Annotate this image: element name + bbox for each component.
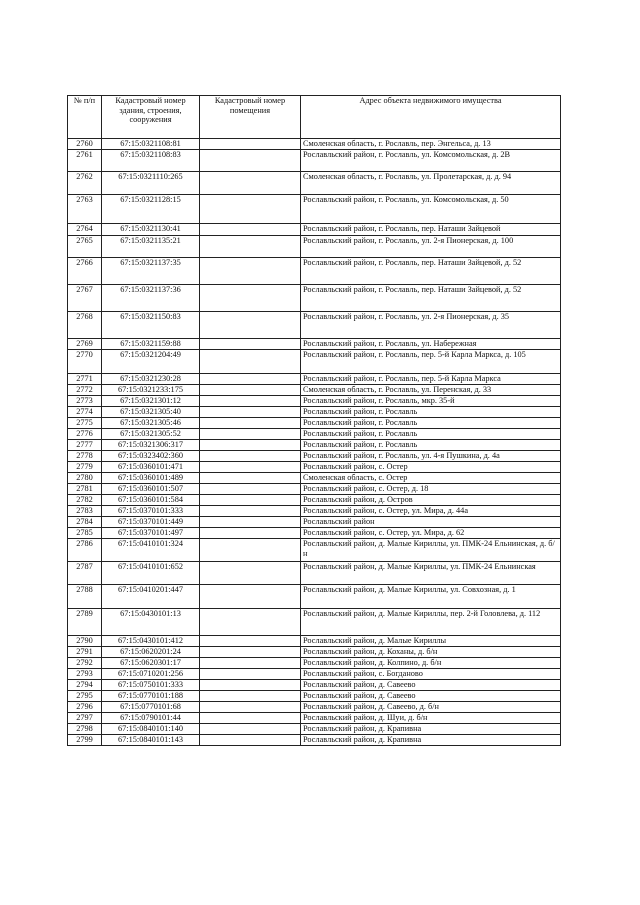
row-number: 2797 <box>68 713 102 724</box>
row-number: 2767 <box>68 285 102 312</box>
table-row <box>68 429 561 440</box>
room-cadastral-number <box>200 636 301 647</box>
row-number: 2761 <box>68 150 102 172</box>
building-cadastral-number: 67:15:0770101:188 <box>102 691 200 702</box>
room-cadastral-number <box>200 172 301 195</box>
object-address: Рославльский район, г. Рославль, пер. Наташи Зайцевой, д. 52 <box>301 285 561 312</box>
room-cadastral-number <box>200 702 301 713</box>
building-cadastral-number: 67:15:0840101:140 <box>102 724 200 735</box>
object-address: Рославльский район, д. Остров <box>301 495 561 506</box>
table-row <box>68 585 561 609</box>
room-cadastral-number <box>200 724 301 735</box>
row-number: 2766 <box>68 258 102 285</box>
row-number: 2786 <box>68 539 102 562</box>
object-address: Рославльский район, с. Остер <box>301 462 561 473</box>
table-row <box>68 539 561 562</box>
building-cadastral-number: 67:15:0321159:88 <box>102 339 200 350</box>
building-cadastral-number: 67:15:0321108:81 <box>102 139 200 150</box>
object-address: Рославльский район, д. Коханы, д. б/н <box>301 647 561 658</box>
table-row <box>68 658 561 669</box>
object-address: Рославльский район, г. Рославль, мкр. 35-й <box>301 396 561 407</box>
building-cadastral-number: 67:15:0321233:175 <box>102 385 200 396</box>
table-row <box>68 517 561 528</box>
building-cadastral-number: 67:15:0321150:83 <box>102 312 200 339</box>
building-cadastral-number: 67:15:0360101:471 <box>102 462 200 473</box>
building-cadastral-number: 67:15:0321108:83 <box>102 150 200 172</box>
table-row <box>68 396 561 407</box>
building-cadastral-number: 67:15:0770101:68 <box>102 702 200 713</box>
object-address: Рославльский район, д. Малые Кириллы, ул. ПМК-24 Ельнинская, д. б/н <box>301 539 561 562</box>
row-number: 2790 <box>68 636 102 647</box>
building-cadastral-number: 67:15:0321110:265 <box>102 172 200 195</box>
row-number: 2793 <box>68 669 102 680</box>
room-cadastral-number <box>200 484 301 495</box>
building-cadastral-number: 67:15:0360101:489 <box>102 473 200 484</box>
table-row <box>68 451 561 462</box>
object-address: Рославльский район, д. Крапивна <box>301 724 561 735</box>
object-address: Рославльский район, г. Рославль, ул. 4-я Пушкина, д. 4а <box>301 451 561 462</box>
table-row <box>68 285 561 312</box>
room-cadastral-number <box>200 539 301 562</box>
row-number: 2768 <box>68 312 102 339</box>
room-cadastral-number <box>200 735 301 746</box>
table-row <box>68 724 561 735</box>
row-number: 2778 <box>68 451 102 462</box>
building-cadastral-number: 67:15:0410201:447 <box>102 585 200 609</box>
table-row <box>68 680 561 691</box>
object-address: Рославльский район, д. Савеево <box>301 680 561 691</box>
building-cadastral-number: 67:15:0790101:44 <box>102 713 200 724</box>
table-row <box>68 691 561 702</box>
table-row <box>68 236 561 258</box>
table-row <box>68 385 561 396</box>
table-row <box>68 374 561 385</box>
table-row <box>68 735 561 746</box>
building-cadastral-number: 67:15:0370101:449 <box>102 517 200 528</box>
table-row <box>68 150 561 172</box>
object-address: Рославльский район, д. Шуи, д. б/н <box>301 713 561 724</box>
table-row <box>68 528 561 539</box>
building-cadastral-number: 67:15:0321135:21 <box>102 236 200 258</box>
table-header-row <box>68 96 561 139</box>
object-address: Смоленская область, с. Остер <box>301 473 561 484</box>
room-cadastral-number <box>200 150 301 172</box>
row-number: 2794 <box>68 680 102 691</box>
object-address: Рославльский район, д. Малые Кириллы, пер. 2-й Головлева, д. 112 <box>301 609 561 636</box>
row-number: 2764 <box>68 224 102 236</box>
room-cadastral-number <box>200 139 301 150</box>
property-table <box>67 95 561 746</box>
table-row <box>68 647 561 658</box>
building-cadastral-number: 67:15:0321305:40 <box>102 407 200 418</box>
row-number: 2779 <box>68 462 102 473</box>
room-cadastral-number <box>200 562 301 585</box>
room-cadastral-number <box>200 647 301 658</box>
room-cadastral-number <box>200 528 301 539</box>
building-cadastral-number: 67:15:0321230:28 <box>102 374 200 385</box>
building-cadastral-number: 67:15:0430101:13 <box>102 609 200 636</box>
building-cadastral-number: 67:15:0321130:41 <box>102 224 200 236</box>
row-number: 2785 <box>68 528 102 539</box>
room-cadastral-number <box>200 236 301 258</box>
row-number: 2789 <box>68 609 102 636</box>
row-number: 2765 <box>68 236 102 258</box>
building-cadastral-number: 67:15:0321305:46 <box>102 418 200 429</box>
row-number: 2771 <box>68 374 102 385</box>
building-cadastral-number: 67:15:0321137:35 <box>102 258 200 285</box>
row-number: 2762 <box>68 172 102 195</box>
header-number: № п/п <box>68 96 102 139</box>
room-cadastral-number <box>200 385 301 396</box>
object-address: Рославльский район, г. Рославль, ул. Комсомольская, д. 2В <box>301 150 561 172</box>
object-address: Смоленская область, г. Рославль, пер. Энгельса, д. 13 <box>301 139 561 150</box>
object-address: Рославльский район, г. Рославль, ул. 2-я Пионерская, д. 100 <box>301 236 561 258</box>
table-row <box>68 224 561 236</box>
row-number: 2787 <box>68 562 102 585</box>
object-address: Рославльский район, г. Рославль, ул. Набережная <box>301 339 561 350</box>
building-cadastral-number: 67:15:0321301:12 <box>102 396 200 407</box>
building-cadastral-number: 67:15:0370101:497 <box>102 528 200 539</box>
object-address: Рославльский район, г. Рославль, ул. 2-я Пионерская, д. 35 <box>301 312 561 339</box>
room-cadastral-number <box>200 195 301 224</box>
table-row <box>68 609 561 636</box>
row-number: 2775 <box>68 418 102 429</box>
row-number: 2760 <box>68 139 102 150</box>
building-cadastral-number: 67:15:0321305:52 <box>102 429 200 440</box>
building-cadastral-number: 67:15:0410101:324 <box>102 539 200 562</box>
room-cadastral-number <box>200 473 301 484</box>
room-cadastral-number <box>200 312 301 339</box>
table-row <box>68 495 561 506</box>
header-building-cadastral: Кадастровый номер здания, строения, сооружения <box>102 96 200 139</box>
room-cadastral-number <box>200 285 301 312</box>
room-cadastral-number <box>200 440 301 451</box>
table-row <box>68 407 561 418</box>
object-address: Рославльский район, г. Рославль, пер. Наташи Зайцевой <box>301 224 561 236</box>
building-cadastral-number: 67:15:0710201:256 <box>102 669 200 680</box>
room-cadastral-number <box>200 418 301 429</box>
table-row <box>68 462 561 473</box>
row-number: 2781 <box>68 484 102 495</box>
row-number: 2774 <box>68 407 102 418</box>
row-number: 2763 <box>68 195 102 224</box>
table-row <box>68 172 561 195</box>
building-cadastral-number: 67:15:0750101:333 <box>102 680 200 691</box>
row-number: 2798 <box>68 724 102 735</box>
building-cadastral-number: 67:15:0620201:24 <box>102 647 200 658</box>
room-cadastral-number <box>200 350 301 374</box>
object-address: Рославльский район, г. Рославль, пер. 5-й Карла Маркса <box>301 374 561 385</box>
object-address: Рославльский район, г. Рославль, пер. 5-й Карла Маркса, д. 105 <box>301 350 561 374</box>
building-cadastral-number: 67:15:0410101:652 <box>102 562 200 585</box>
table-row <box>68 312 561 339</box>
object-address: Рославльский район, с. Остер, ул. Мира, д. 44а <box>301 506 561 517</box>
building-cadastral-number: 67:15:0840101:143 <box>102 735 200 746</box>
object-address: Рославльский район, г. Рославль <box>301 440 561 451</box>
table-row <box>68 258 561 285</box>
table-row <box>68 139 561 150</box>
building-cadastral-number: 67:15:0323402:360 <box>102 451 200 462</box>
object-address: Рославльский район, г. Рославль, пер. Наташи Зайцевой, д. 52 <box>301 258 561 285</box>
object-address: Смоленская область, г. Рославль, ул. Пролетарская, д. д. 94 <box>301 172 561 195</box>
object-address: Рославльский район, г. Рославль <box>301 418 561 429</box>
object-address: Рославльский район, г. Рославль <box>301 407 561 418</box>
room-cadastral-number <box>200 429 301 440</box>
object-address: Рославльский район, с. Остер, д. 18 <box>301 484 561 495</box>
room-cadastral-number <box>200 691 301 702</box>
room-cadastral-number <box>200 585 301 609</box>
object-address: Рославльский район, г. Рославль, ул. Комсомольская, д. 50 <box>301 195 561 224</box>
building-cadastral-number: 67:15:0620301:17 <box>102 658 200 669</box>
room-cadastral-number <box>200 495 301 506</box>
room-cadastral-number <box>200 658 301 669</box>
table-row <box>68 702 561 713</box>
building-cadastral-number: 67:15:0360101:507 <box>102 484 200 495</box>
room-cadastral-number <box>200 258 301 285</box>
row-number: 2772 <box>68 385 102 396</box>
header-address: Адрес объекта недвижимого имущества <box>301 96 561 139</box>
building-cadastral-number: 67:15:0321204:49 <box>102 350 200 374</box>
row-number: 2799 <box>68 735 102 746</box>
object-address: Рославльский район, д. Малые Кириллы, ул. Совхозная, д. 1 <box>301 585 561 609</box>
table-row <box>68 506 561 517</box>
row-number: 2776 <box>68 429 102 440</box>
room-cadastral-number <box>200 506 301 517</box>
object-address: Рославльский район, д. Колпино, д. б/н <box>301 658 561 669</box>
object-address: Рославльский район, д. Савеево <box>301 691 561 702</box>
object-address: Рославльский район, д. Савеево, д. б/н <box>301 702 561 713</box>
building-cadastral-number: 67:15:0321137:36 <box>102 285 200 312</box>
table-row <box>68 195 561 224</box>
room-cadastral-number <box>200 396 301 407</box>
object-address: Рославльский район, д. Малые Кириллы, ул. ПМК-24 Ельнинская <box>301 562 561 585</box>
object-address: Смоленская область, г. Рославль, ул. Перенская, д. 33 <box>301 385 561 396</box>
table-row <box>68 473 561 484</box>
row-number: 2788 <box>68 585 102 609</box>
building-cadastral-number: 67:15:0321306:317 <box>102 440 200 451</box>
table-row <box>68 350 561 374</box>
row-number: 2770 <box>68 350 102 374</box>
row-number: 2782 <box>68 495 102 506</box>
table-row <box>68 418 561 429</box>
building-cadastral-number: 67:15:0430101:412 <box>102 636 200 647</box>
row-number: 2792 <box>68 658 102 669</box>
table-row <box>68 440 561 451</box>
table-body <box>68 139 561 746</box>
header-room-cadastral: Кадастровый номер помещения <box>200 96 301 139</box>
row-number: 2773 <box>68 396 102 407</box>
building-cadastral-number: 67:15:0370101:333 <box>102 506 200 517</box>
row-number: 2796 <box>68 702 102 713</box>
object-address: Рославльский район, д. Малые Кириллы <box>301 636 561 647</box>
table-row <box>68 484 561 495</box>
room-cadastral-number <box>200 713 301 724</box>
room-cadastral-number <box>200 609 301 636</box>
room-cadastral-number <box>200 224 301 236</box>
row-number: 2783 <box>68 506 102 517</box>
document-sheet <box>67 95 560 746</box>
table-row <box>68 562 561 585</box>
room-cadastral-number <box>200 669 301 680</box>
table-row <box>68 636 561 647</box>
object-address: Рославльский район, д. Крапивна <box>301 735 561 746</box>
row-number: 2784 <box>68 517 102 528</box>
room-cadastral-number <box>200 517 301 528</box>
row-number: 2777 <box>68 440 102 451</box>
object-address: Рославльский район, г. Рославль <box>301 429 561 440</box>
room-cadastral-number <box>200 680 301 691</box>
table-row <box>68 669 561 680</box>
room-cadastral-number <box>200 451 301 462</box>
room-cadastral-number <box>200 339 301 350</box>
room-cadastral-number <box>200 374 301 385</box>
building-cadastral-number: 67:15:0321128:15 <box>102 195 200 224</box>
row-number: 2780 <box>68 473 102 484</box>
object-address: Рославльский район, с. Богданово <box>301 669 561 680</box>
row-number: 2769 <box>68 339 102 350</box>
object-address: Рославльский район <box>301 517 561 528</box>
room-cadastral-number <box>200 407 301 418</box>
row-number: 2795 <box>68 691 102 702</box>
room-cadastral-number <box>200 462 301 473</box>
object-address: Рославльский район, с. Остер, ул. Мира, д. 62 <box>301 528 561 539</box>
table-row <box>68 339 561 350</box>
building-cadastral-number: 67:15:0360101:584 <box>102 495 200 506</box>
row-number: 2791 <box>68 647 102 658</box>
table-row <box>68 713 561 724</box>
